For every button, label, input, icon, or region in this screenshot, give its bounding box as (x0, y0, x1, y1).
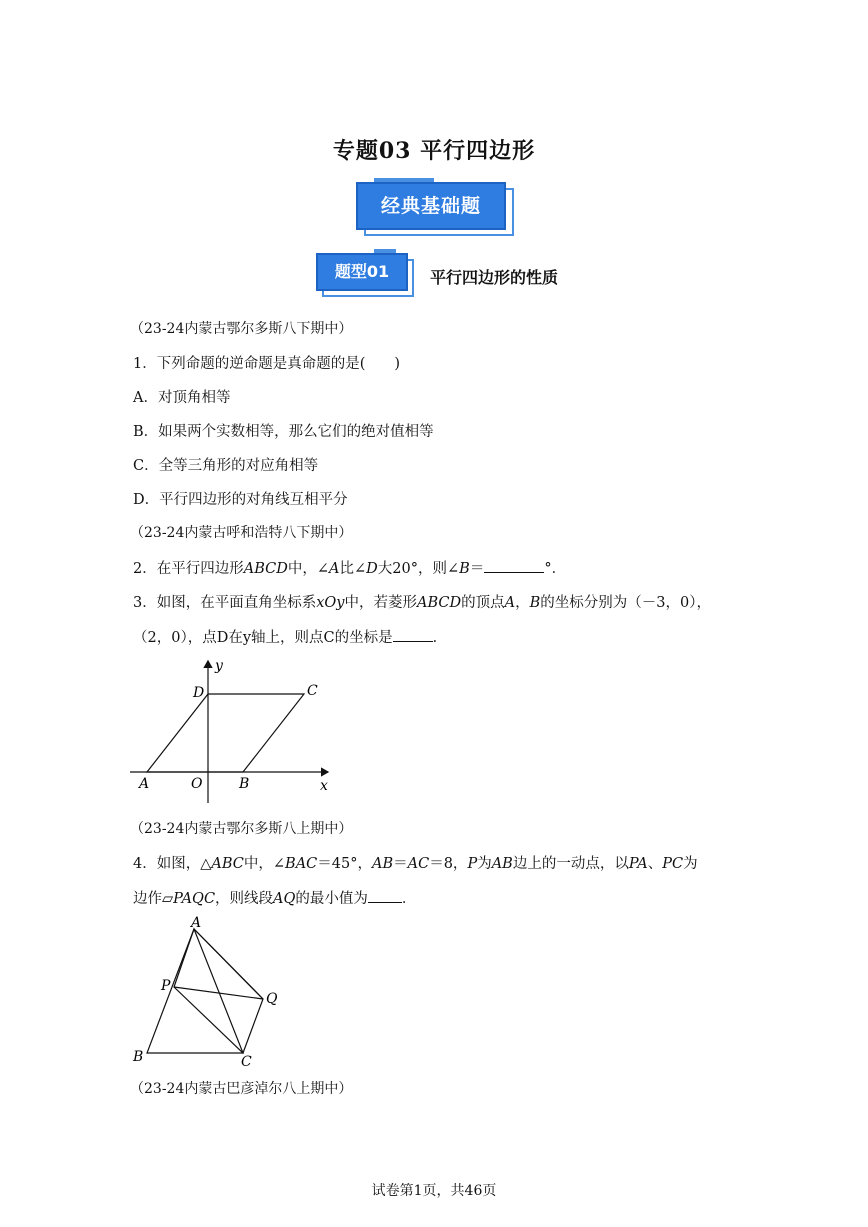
q2-text: 大20°，则∠ (377, 561, 460, 577)
q4-var: AB (491, 856, 513, 872)
question-1-stem: 1．下列命题的逆命题是真命题的是( ) (133, 356, 401, 372)
question-4-line-1 (133, 852, 698, 873)
question-4-line-2 (133, 887, 416, 908)
question-1-option-a: A．对顶角相等 (133, 390, 231, 406)
question-source: （23-24内蒙古鄂尔多斯八下期中） (130, 321, 353, 337)
answer-blank (393, 627, 433, 642)
q4-text: ＝45°， (317, 856, 372, 872)
q4-text: 边作▱ (133, 891, 174, 907)
label-y: y (215, 658, 223, 674)
q3-var: B (529, 595, 541, 611)
q4-var: BAC (285, 856, 318, 872)
q4-var: PC (662, 856, 684, 872)
badge-strip (374, 249, 396, 253)
q4-text: 中，∠ (243, 856, 286, 872)
q3-text: ， (515, 595, 530, 611)
question-3-line-2 (133, 626, 447, 647)
q4-var: AB (371, 856, 394, 872)
q3-var: A (504, 595, 516, 611)
q3-text: 的坐标分别为（－3，0）， (540, 595, 711, 611)
q2-text: °． (544, 561, 567, 577)
q4-text: ＝ (393, 856, 408, 872)
question-source: （23-24内蒙古鄂尔多斯八上期中） (130, 821, 353, 837)
rhombus-abcd (147, 694, 304, 772)
banner-label: 经典基础题 (356, 182, 506, 230)
question-type-badge (316, 253, 416, 299)
question-type-label: 平行四边形的性质 (430, 268, 559, 287)
q2-text: 中，∠ (287, 561, 330, 577)
q2-var: D (366, 561, 378, 577)
segment-pq (174, 987, 263, 999)
q2-text: ＝ (469, 561, 485, 577)
label-b: B (239, 776, 250, 792)
q4-var: AQ (273, 891, 296, 907)
question-1-option-b: B．如果两个实数相等，那么它们的绝对值相等 (133, 424, 434, 440)
q4-var: AC (407, 856, 430, 872)
q4-var: PAQC (173, 891, 216, 907)
q4-text: ，则线段 (215, 891, 274, 907)
q3-text: ． (432, 630, 448, 646)
label-o: O (191, 776, 203, 792)
badge-label: 题型01 (316, 253, 408, 291)
question-3-figure (125, 655, 345, 807)
page-footer: 试卷第1页，共46页 (371, 1183, 497, 1199)
q3-text: 中，若菱形 (344, 595, 417, 611)
q3-text: （2，0），点D在y轴上，则点C的坐标是 (133, 630, 393, 646)
q4-text: 边上的一动点，以 (512, 856, 629, 872)
q4-text: 为 (683, 856, 698, 872)
label-c: C (307, 683, 318, 699)
question-4-figure (125, 915, 285, 1070)
answer-blank (368, 888, 402, 903)
q4-var: PA (628, 856, 648, 872)
q4-text: 为 (477, 856, 492, 872)
label-b: B (133, 1049, 144, 1065)
label-c: C (241, 1054, 252, 1070)
q2-var: A (329, 561, 340, 577)
label-a: A (139, 776, 150, 792)
label-x: x (320, 778, 328, 794)
q2-text: 比∠ (339, 561, 367, 577)
label-q: Q (266, 991, 278, 1007)
q3-var: ABCD (417, 595, 462, 611)
q3-text: 3．如图，在平面直角坐标系 (133, 595, 317, 611)
q3-var: xOy (316, 595, 345, 611)
q3-text: 的顶点 (461, 595, 505, 611)
q4-text: ． (401, 891, 417, 907)
label-p: P (161, 978, 171, 994)
q2-text: 2．在平行四边形 (133, 561, 244, 577)
question-2-stem (133, 557, 566, 578)
label-a: A (191, 915, 202, 931)
q4-var: P (467, 856, 478, 872)
q4-text: 、 (647, 856, 663, 872)
answer-blank (484, 558, 544, 573)
question-source: （23-24内蒙古呼和浩特八下期中） (130, 525, 353, 541)
question-3-line-1 (133, 591, 711, 612)
label-d: D (193, 685, 205, 701)
section-banner (356, 182, 516, 238)
question-1-option-c: C．全等三角形的对应角相等 (133, 458, 319, 474)
segment-aq (194, 929, 263, 999)
page-title: 专题03 平行四边形 (332, 138, 536, 164)
q2-var: ABCD (243, 561, 288, 577)
banner-strip (374, 178, 434, 182)
q4-var: ABC (211, 856, 244, 872)
question-1-option-d: D．平行四边形的对角线互相平分 (133, 492, 348, 508)
q2-var: B (459, 561, 470, 577)
q4-text: 的最小值为 (295, 891, 368, 907)
q4-text: 4．如图，△ (133, 856, 212, 872)
q4-text: ＝8， (429, 856, 468, 872)
question-source: （23-24内蒙古巴彦淖尔八上期中） (130, 1081, 353, 1097)
